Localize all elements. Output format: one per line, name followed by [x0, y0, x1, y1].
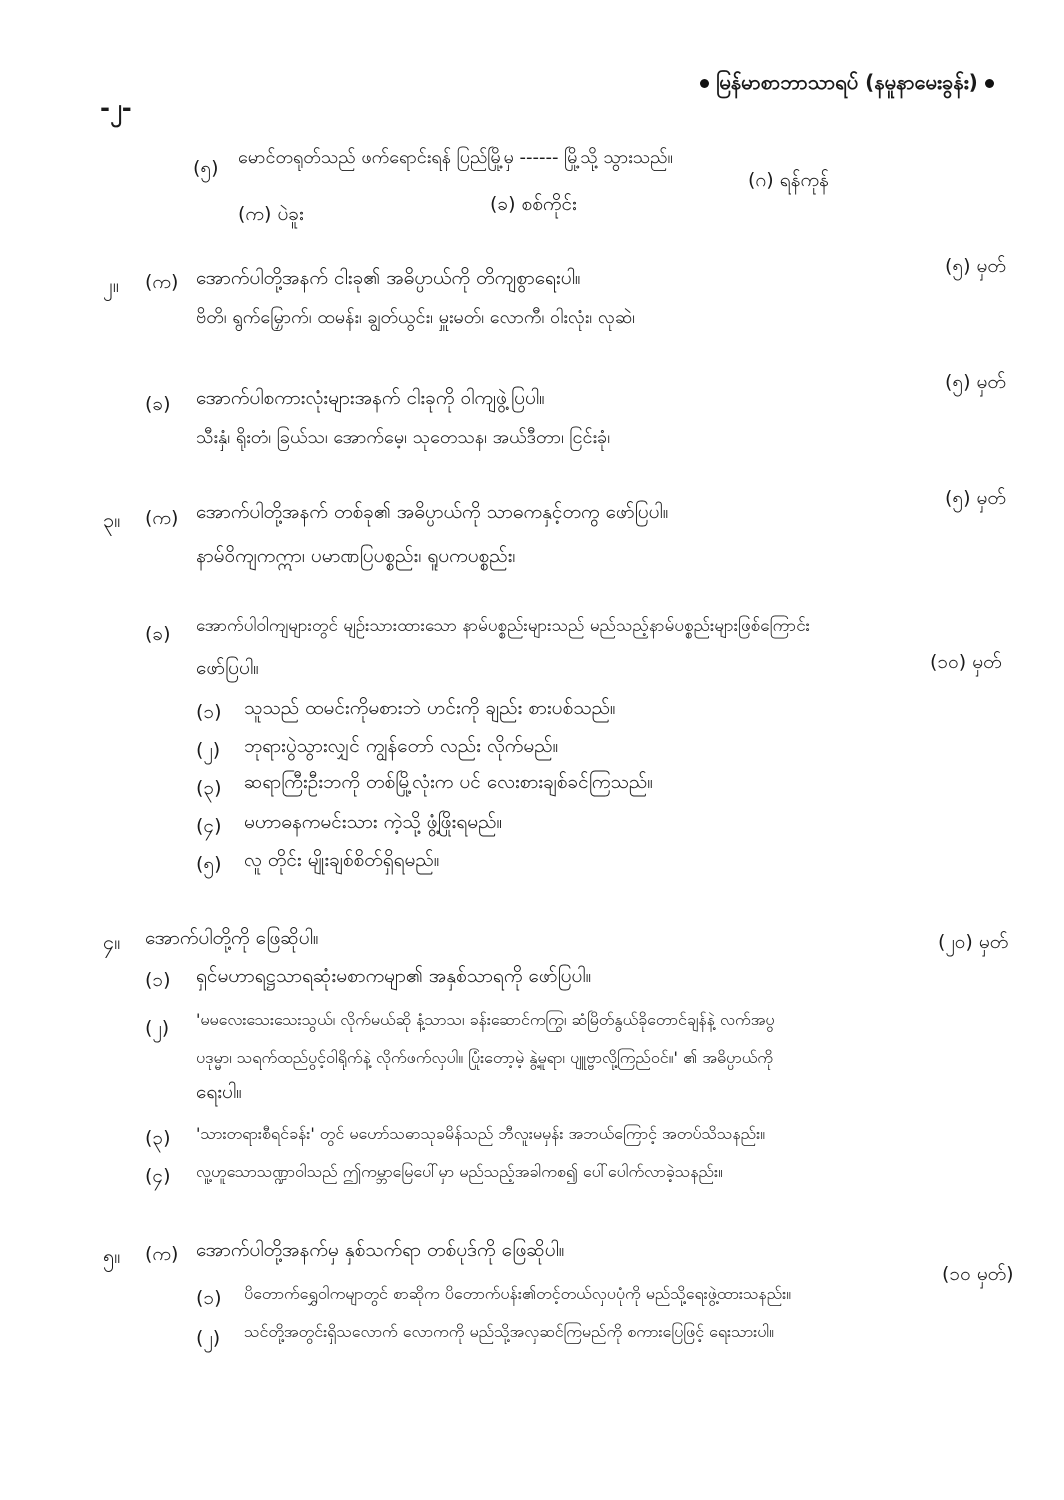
q3b-label: (ခ)	[145, 623, 171, 645]
q3b-item-number: (၂)	[196, 739, 221, 761]
q3b-item-number: (၅)	[196, 853, 222, 875]
q3b-item-number: (၄)	[196, 815, 222, 837]
q1-item-number: (၅)	[193, 157, 219, 179]
q3a-words: နာမ်ဝိကျကဣာ၊ ပမာဏပြပစ္စည်း၊ ရူပကပစ္စည်း၊	[196, 545, 516, 567]
q1-option-c: (ဂ) ရန်ကုန်	[748, 169, 829, 191]
q4-text: အောက်ပါတို့ကို ဖြေဆိုပါ။	[145, 927, 319, 949]
q4-item-text: ရှင်မဟာရဋ္ဌသာရဆုံးမစာကမျာ၏ အနှစ်သာရကို ဖော်ပြပါ။	[196, 965, 592, 987]
q4-item-number: (၁)	[145, 969, 171, 991]
q3b-mark: (၁၀) မှတ်	[930, 651, 1002, 673]
page-header	[700, 70, 994, 94]
q4-item-number: (၄)	[145, 1165, 171, 1187]
q3a-mark: (၅) မှတ်	[945, 487, 1006, 509]
q4-item-text: 'မမလေးသေးသေးသွယ်၊ လိုက်မယ်ဆို နံ့သာသ၊ ခန်းဆောင်ကကြွ၊ ဆံမြိတ်နွယ်ခိုတောင်ချန်နဲ့ လက်အပွ	[196, 1010, 775, 1029]
bullet-dot-icon	[985, 79, 994, 88]
bullet-dot-icon	[700, 79, 709, 88]
q5a-item-number: (၂)	[196, 1327, 221, 1349]
q2b-text: အောက်ပါစကားလုံးများအနက် ငါးခုကို ဝါကျဖွဲ့ပြပါ။	[196, 387, 545, 409]
q3a-text: အောက်ပါတို့အနက် တစ်ခု၏ အဓိပ္ပာယ်ကို သာဓကနှင့်တကွ ဖော်ပြပါ။	[196, 501, 669, 523]
q5a-label: (က)	[145, 1243, 179, 1265]
q3b-item-text: သူသည် ထမင်းကိုမစားဘဲ ဟင်းကို ချည်း စားပစ်သည်။	[244, 697, 616, 719]
q4-item-text: 'သားတရားစီရင်ခန်း' တွင် မဟော်သဓာသုခမိန်သည် ဘီလူးမမှန်း အဘယ်ကြောင့် အတပ်သိသနည်း။	[196, 1124, 766, 1143]
q3a-label: (က)	[145, 507, 179, 529]
q2a-mark: (၅) မှတ်	[945, 255, 1006, 277]
q3b-text-cont: ဖော်ပြပါ။	[196, 657, 259, 679]
q3b-item-text: မဟာဓနကမင်းသား ကဲ့သို့ ဖွံ့ဖြိုးရမည်။	[244, 811, 503, 833]
q1-option-a: (က) ပဲခူး	[238, 203, 304, 225]
q3b-item-text: ဘုရားပွဲသွားလျှင် ကျွန်တော် လည်း လိုက်မည်။	[244, 735, 559, 757]
header-title: မြန်မာစာဘာသာရပ် (နမူနာမေးခွန်း)	[715, 70, 978, 94]
q3b-item-text: ဆရာကြီးဦးဘကို တစ်မြို့လုံးက ပင် လေးစားချစ်ခင်ကြသည်။	[244, 771, 653, 793]
q3-number: ၃။	[103, 508, 121, 532]
q1-item-text: မောင်တရုတ်သည် ဖက်ရောင်းရန် ပြည်မြို့မှ ------ မြို့သို့ သွားသည်။	[238, 147, 673, 168]
q5a-text: အောက်ပါတို့အနက်မှ နှစ်သက်ရာ တစ်ပုဒ်ကို ဖြေဆိုပါ။	[196, 1239, 565, 1261]
q4-item-text-cont: ရေးပါ။	[196, 1081, 242, 1103]
q4-mark: (၂၀) မှတ်	[938, 931, 1009, 953]
q4-number: ၄။	[103, 930, 121, 954]
q3b-item-number: (၁)	[196, 701, 222, 723]
q2-number: ၂။	[103, 273, 119, 297]
q4-item-number: (၃)	[145, 1127, 171, 1149]
q4-item-text-cont: ပဒုမ္မာ၊ သရက်ထည်ပွင့်ဝါရိုက်နဲ့ လိုက်ဖက်လှပါ။ ပြုံးတော့မဲ့ နွဲ့မူရာ၊ ပျူဗ္ဗာလို့ကြည်ဝင်။' ၏ အဓိပ္ပာယ်ကို	[196, 1048, 773, 1067]
q2b-words: သီးနှံ၊ ရိုးတံ၊ ခြယ်သ၊ အောက်မေ့၊ သုတေသန၊ အယ်ဒီတာ၊ ငြင်းခုံ၊	[196, 427, 611, 448]
q2b-label: (ခ)	[145, 393, 171, 415]
q2a-label: (က)	[145, 271, 179, 293]
q5a-item-number: (၁)	[196, 1287, 222, 1309]
q5a-mark: (၁၀ မှတ်)	[942, 1263, 1014, 1285]
q2a-words: ဗိတိ၊ ရွက်မြှောက်၊ ထမန်း၊ ချွတ်ယွင်း၊ မှူးမတ်၊ လောကီ၊ ဝါးလုံး၊ လုဆဲ၊	[196, 307, 635, 328]
q4-item-text: လူ့ဟူသောသဏ္ဍာဝါသည် ဤကမ္ဘာမြေပေါ်မှာ မည်သည့်အခါကစ၍ ပေါ်ပေါက်လာခဲ့သနည်း။	[196, 1162, 723, 1181]
q1-option-b: (ခ) စစ်ကိုင်း	[490, 193, 577, 215]
q5a-item-text: ပိတောက်ရွှေဝါကမျာတွင် စာဆိုက ပိတောက်ပန်း၏တင့်တယ်လှပပုံကို မည်သို့ရေးဖွဲ့ထားသနည်း။	[244, 1284, 792, 1303]
q2a-text: အောက်ပါတို့အနက် ငါးခု၏ အဓိပ္ပာယ်ကို တိကျစွာရေးပါ။	[196, 267, 581, 289]
page-number: -၂-	[100, 94, 132, 122]
q3b-item-text: လူ တိုင်း မျိုးချစ်စိတ်ရှိရမည်။	[244, 849, 440, 871]
q3b-item-number: (၃)	[196, 777, 222, 799]
q4-item-number: (၂)	[145, 1017, 170, 1039]
q2b-mark: (၅) မှတ်	[945, 371, 1006, 393]
q5-number: ၅။	[103, 1244, 121, 1268]
q3b-text: အောက်ပါဝါကျများတွင် မျဉ်းသားထားသော နာမ်ပစ္စည်းများသည် မည်သည့်နာမ်ပစ္စည်းများဖြစ်ကြောင်း	[196, 616, 811, 636]
q5a-item-text: သင်တို့အတွင်းရှိသလောက် လောကကို မည်သို့အလှဆင်ကြမည်ကို စကားပြေဖြင့် ရေးသားပါ။	[244, 1322, 774, 1341]
